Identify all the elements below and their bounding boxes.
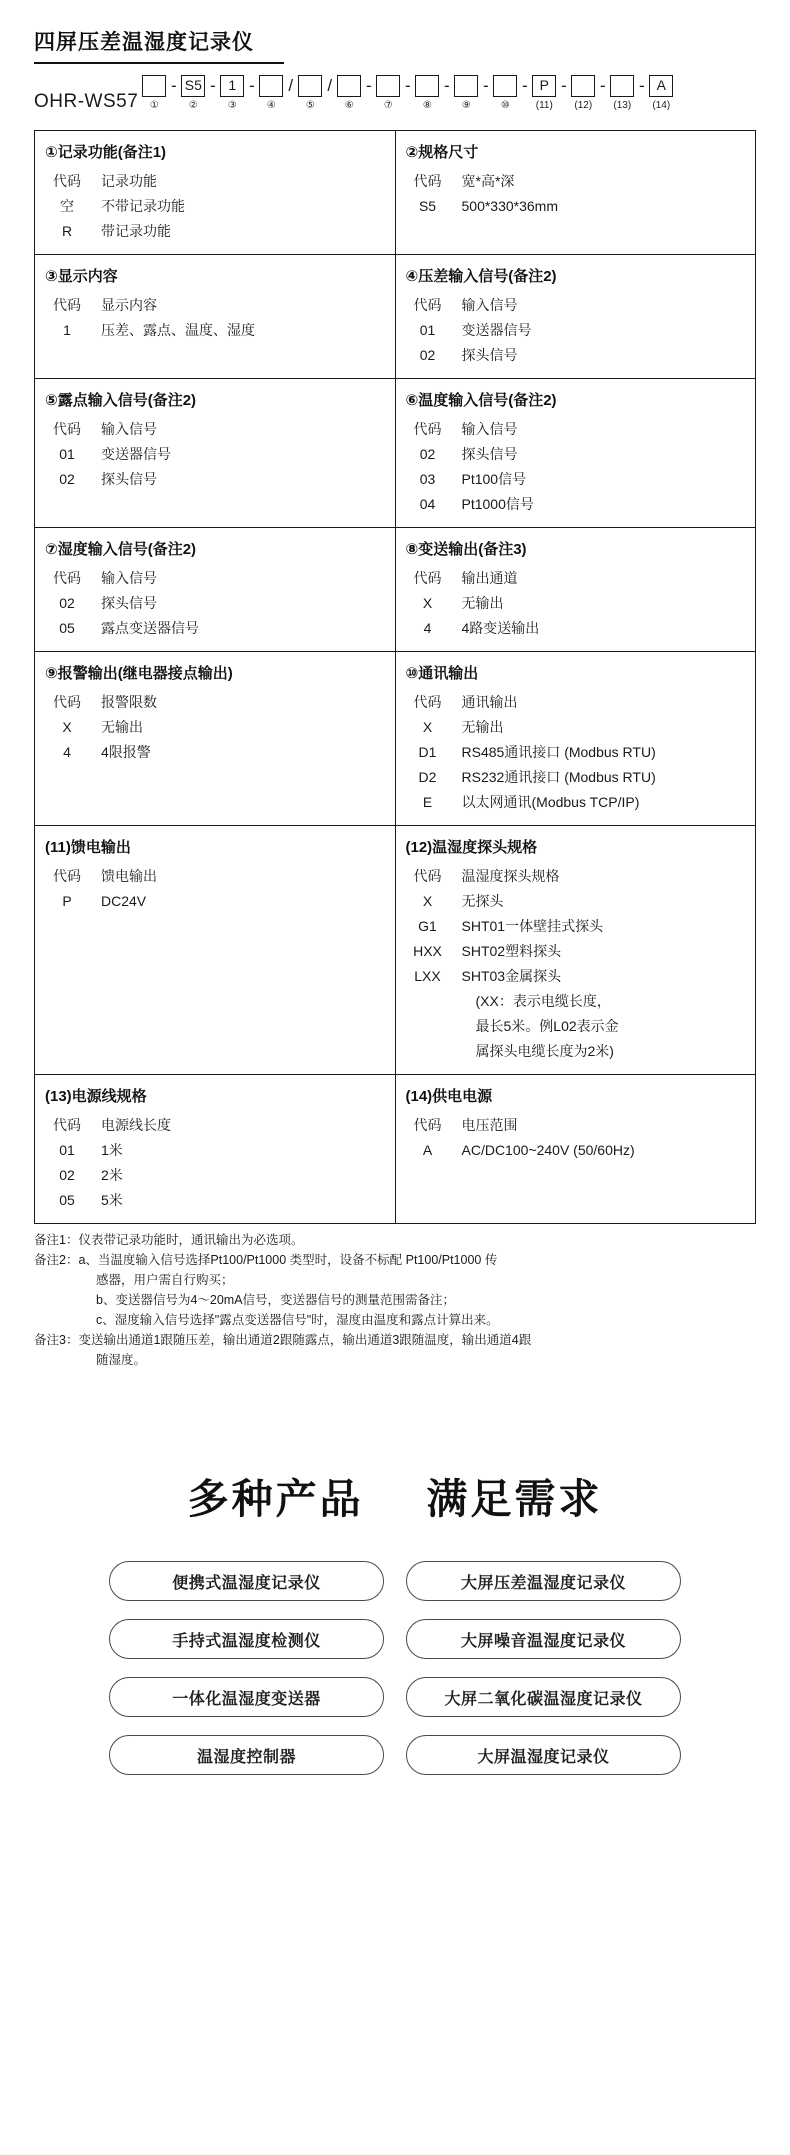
spec-table-row — [35, 379, 756, 528]
code-box-cell — [140, 75, 168, 114]
spec-section-title: ⑤露点输入信号(备注2) — [45, 392, 197, 409]
spec-header-code: 代码 — [53, 421, 81, 437]
bottom-spacer — [0, 1775, 790, 1815]
spec-section-title: ①记录功能(备注1) — [45, 144, 167, 161]
spec-section-title: ③显示内容 — [45, 268, 118, 285]
spec-section — [35, 1075, 395, 1223]
spec-header-code: 代码 — [413, 694, 442, 710]
spec-row — [396, 318, 756, 343]
spec-description: SHT03金属探头 — [461, 968, 562, 984]
spec-description: 压差、露点、温度、湿度 — [101, 322, 255, 338]
product-pill[interactable]: 大屏二氧化碳温湿度记录仪 — [406, 1677, 681, 1717]
spec-column-headers — [396, 293, 756, 318]
spec-table-cell — [35, 379, 396, 528]
model-code-line — [0, 74, 790, 114]
spec-row — [396, 914, 756, 939]
spec-row — [396, 740, 756, 765]
spec-description: 探头信号 — [461, 347, 518, 363]
spec-description: RS232通讯接口 (Modbus RTU) — [461, 769, 656, 785]
code-box — [259, 75, 283, 97]
spec-section — [35, 379, 395, 502]
promo-headline — [0, 1466, 790, 1525]
spec-row — [35, 467, 395, 492]
spec-code: D1 — [418, 744, 437, 760]
spec-section-title: ⑩通讯输出 — [405, 665, 479, 682]
spec-code: 1 — [63, 322, 71, 338]
spec-table-cell — [395, 131, 756, 255]
spec-code: D2 — [418, 769, 437, 785]
spec-table-row — [35, 255, 756, 379]
spec-section-title: ⑦湿度输入信号(备注2) — [45, 541, 197, 558]
code-separator-glyph: - — [248, 76, 255, 95]
spec-section-title: ④压差输入信号(备注2) — [405, 268, 557, 285]
code-separator-glyph: - — [404, 76, 411, 95]
spec-row — [396, 442, 756, 467]
spec-section-title: ⑧变送输出(备注3) — [405, 541, 527, 558]
spec-section — [396, 1075, 756, 1173]
spec-description: 2米 — [101, 1167, 123, 1183]
spec-description: 不带记录功能 — [101, 198, 185, 214]
code-box — [337, 75, 361, 97]
spec-section-title: (12)温湿度探头规格 — [405, 839, 538, 856]
spec-column-headers — [396, 417, 756, 442]
spec-header-code: 代码 — [53, 570, 81, 586]
spec-description: 4限报警 — [101, 744, 151, 760]
spec-header-code: 代码 — [53, 868, 81, 884]
code-separator-glyph: - — [638, 76, 645, 95]
spec-table-cell — [395, 379, 756, 528]
code-box-cell — [608, 75, 636, 114]
spec-section — [396, 652, 756, 825]
code-index-label: (13) — [613, 100, 632, 111]
spec-description: 无输出 — [461, 595, 504, 611]
code-index-label: ⑩ — [500, 100, 510, 111]
spec-section-title: ⑥温度输入信号(备注2) — [405, 392, 557, 409]
product-pill[interactable]: 便携式温湿度记录仪 — [109, 1561, 384, 1601]
spec-description: 露点变送器信号 — [101, 620, 199, 636]
spec-header-code: 代码 — [413, 1117, 442, 1133]
spec-row — [35, 219, 395, 244]
code-box — [376, 75, 400, 97]
spec-row — [396, 939, 756, 964]
code-box-cell — [647, 75, 675, 114]
note-line: 感器，用户需自行购买； — [96, 1273, 234, 1287]
page-title: 四屏压差温湿度记录仪 — [34, 31, 254, 54]
spec-description: 变送器信号 — [101, 446, 171, 462]
spec-code — [396, 1014, 454, 1039]
spec-row — [396, 591, 756, 616]
spec-row — [35, 591, 395, 616]
spec-table-cell — [35, 1075, 396, 1224]
spec-header-desc: 宽*高*深 — [461, 173, 515, 189]
spec-code: 02 — [59, 595, 75, 611]
spec-code: S5 — [418, 198, 437, 214]
code-separator-glyph: / — [288, 76, 294, 95]
spec-description: 5米 — [101, 1192, 123, 1208]
spec-description: 探头信号 — [101, 471, 157, 487]
note-line: b、变送器信号为4～20mA信号，变送器信号的测量范围需备注； — [96, 1293, 456, 1307]
spec-header-desc: 输入信号 — [101, 570, 157, 586]
model-prefix: OHR-WS57 — [34, 91, 139, 112]
spec-code: E — [422, 794, 433, 810]
spec-row — [35, 740, 395, 765]
spec-code: 空 — [60, 198, 74, 214]
spec-code: 4 — [423, 620, 432, 636]
code-index-label: (14) — [652, 100, 671, 111]
spec-table-row — [35, 528, 756, 652]
promo-headline-left: 多种产品 — [187, 1476, 364, 1522]
code-separator — [480, 75, 491, 114]
spec-description: 无输出 — [101, 719, 143, 735]
code-separator — [402, 75, 413, 114]
spec-column-headers — [35, 566, 395, 591]
code-separator — [558, 75, 569, 114]
code-separator-glyph: - — [560, 76, 567, 95]
spec-header-desc: 电源线长度 — [101, 1117, 171, 1133]
spec-description: 4路变送输出 — [461, 620, 540, 636]
spec-section — [35, 652, 395, 775]
spec-header-code: 代码 — [413, 868, 442, 884]
spec-header-desc: 输入信号 — [461, 421, 518, 437]
spec-row — [396, 194, 756, 219]
spec-header-code: 代码 — [413, 297, 442, 313]
spec-header-desc: 馈电输出 — [101, 868, 157, 884]
spec-description: 无输出 — [461, 719, 504, 735]
product-pill[interactable]: 一体化温湿度变送器 — [109, 1677, 384, 1717]
spec-row — [35, 715, 395, 740]
spec-row — [396, 1014, 756, 1039]
code-box-cell — [569, 75, 597, 114]
code-box-cell — [179, 75, 207, 114]
code-index-label: ⑦ — [383, 100, 393, 111]
spec-row — [396, 1039, 756, 1064]
spec-header-desc: 显示内容 — [101, 297, 157, 313]
spec-row — [396, 715, 756, 740]
spec-table-cell — [35, 528, 396, 652]
spec-row — [35, 1138, 395, 1163]
spec-description: 探头信号 — [461, 446, 518, 462]
spec-row — [35, 318, 395, 343]
code-box-cell — [296, 75, 324, 114]
spec-code: 05 — [59, 1192, 75, 1208]
spec-description: 无探头 — [461, 893, 504, 909]
spec-section — [35, 826, 395, 924]
spec-description: SHT02塑料探头 — [461, 943, 562, 959]
spec-section-title: (13)电源线规格 — [45, 1088, 147, 1105]
spec-header-code: 代码 — [413, 421, 442, 437]
spec-header-desc: 报警限数 — [101, 694, 157, 710]
spec-section — [35, 528, 395, 651]
spec-code: 04 — [419, 496, 436, 512]
spec-table-cell — [35, 255, 396, 379]
spec-code: 05 — [59, 620, 75, 636]
spec-table-cell — [395, 528, 756, 652]
code-separator — [636, 75, 647, 114]
title-block — [0, 0, 790, 64]
code-index-label: (11) — [535, 100, 553, 111]
code-index-label: ⑨ — [461, 100, 471, 111]
spec-code: 02 — [59, 471, 75, 487]
note-line: 备注2：a、当温度输入信号选择Pt100/Pt1000 类型时，设备不标配 Pt100/Pt1000 传 — [34, 1253, 498, 1267]
spec-code: P — [62, 893, 72, 909]
spec-header-desc: 电压范围 — [461, 1117, 518, 1133]
code-box: A — [649, 75, 673, 97]
spec-code: 01 — [419, 322, 436, 338]
code-separator-glyph: / — [327, 76, 333, 95]
spec-table-cell — [395, 652, 756, 826]
spec-code: A — [422, 1142, 433, 1158]
spec-code — [396, 1039, 454, 1064]
spec-header-desc: 温湿度探头规格 — [461, 868, 560, 884]
code-box-cell — [257, 75, 285, 114]
code-separator-glyph: - — [365, 76, 372, 95]
spec-description: 500*330*36mm — [461, 198, 559, 214]
spec-row — [396, 1138, 756, 1163]
code-box — [415, 75, 439, 97]
code-separator — [168, 75, 179, 114]
spec-table-cell — [395, 826, 756, 1075]
spec-code: X — [422, 719, 433, 735]
spec-row — [396, 343, 756, 368]
code-separator-glyph: - — [521, 76, 528, 95]
spec-row — [35, 889, 395, 914]
spec-table-row — [35, 1075, 756, 1224]
code-box-cell — [335, 75, 363, 114]
note-line: 备注3：变送输出通道1跟随压差，输出通道2跟随露点，输出通道3跟随温度，输出通道4跟 — [34, 1333, 532, 1347]
spec-row — [396, 989, 756, 1014]
promo-section — [0, 1466, 790, 1775]
promo-headline-right: 满足需求 — [426, 1476, 603, 1522]
code-box — [142, 75, 166, 97]
spec-code: X — [422, 893, 433, 909]
spec-section — [396, 131, 756, 229]
spec-code: G1 — [418, 918, 437, 934]
spec-table-cell — [395, 1075, 756, 1224]
spec-description: 属探头电缆长度为2米) — [475, 1043, 614, 1059]
spec-row — [35, 1163, 395, 1188]
code-separator-glyph: - — [209, 76, 216, 95]
code-box-cell — [413, 75, 441, 114]
code-separator — [285, 75, 296, 114]
spec-column-headers — [396, 690, 756, 715]
spec-table-row — [35, 826, 756, 1075]
spec-code — [396, 989, 454, 1014]
code-separator — [597, 75, 608, 114]
spec-column-headers — [35, 690, 395, 715]
code-separator — [363, 75, 374, 114]
code-box — [610, 75, 634, 97]
code-box — [298, 75, 322, 97]
spec-row — [396, 467, 756, 492]
spec-header-desc: 输入信号 — [101, 421, 157, 437]
product-pill[interactable]: 大屏压差温湿度记录仪 — [406, 1561, 681, 1601]
spec-table-row — [35, 652, 756, 826]
spec-description: AC/DC100~240V (50/60Hz) — [461, 1142, 635, 1158]
code-box-cell — [452, 75, 480, 114]
spec-description: SHT01一体壁挂式探头 — [461, 918, 604, 934]
spec-column-headers — [35, 1113, 395, 1138]
spec-code: HXX — [413, 943, 442, 959]
code-box — [571, 75, 595, 97]
spec-row — [396, 616, 756, 641]
spec-header-desc: 通讯输出 — [461, 694, 518, 710]
spec-description: 最长5米。例L02表示金 — [475, 1018, 619, 1034]
product-pill[interactable]: 手持式温湿度检测仪 — [109, 1619, 384, 1659]
spec-section — [396, 528, 756, 651]
code-box — [493, 75, 517, 97]
code-box: S5 — [181, 75, 205, 97]
spec-column-headers — [35, 864, 395, 889]
spec-row — [396, 889, 756, 914]
spec-header-desc: 输入信号 — [461, 297, 518, 313]
spec-header-code: 代码 — [53, 297, 81, 313]
spec-description: Pt1000信号 — [461, 496, 534, 512]
code-separator — [207, 75, 218, 114]
code-index-label: ⑧ — [422, 100, 432, 111]
spec-section — [396, 826, 756, 1074]
spec-column-headers — [396, 1113, 756, 1138]
spec-description: (XX：表示电缆长度， — [475, 993, 611, 1009]
spec-code: 02 — [419, 347, 436, 363]
spec-code: 01 — [59, 1142, 75, 1158]
spec-header-code: 代码 — [53, 694, 81, 710]
spec-description: 变送器信号 — [461, 322, 532, 338]
spec-header-desc: 输出通道 — [461, 570, 518, 586]
spec-code: X — [62, 719, 72, 735]
code-index-label: ⑤ — [305, 100, 315, 111]
spec-table-cell — [35, 652, 396, 826]
title-underline — [34, 62, 284, 64]
code-index-label: ② — [188, 100, 198, 111]
spec-section — [396, 255, 756, 378]
spec-column-headers — [35, 417, 395, 442]
spec-code: 01 — [59, 446, 75, 462]
spec-section — [35, 255, 395, 353]
spec-column-headers — [396, 566, 756, 591]
note-line: 备注1：仪表带记录功能时，通讯输出为必选项。 — [34, 1233, 304, 1247]
spec-section-title: ②规格尺寸 — [405, 144, 479, 161]
spec-description: DC24V — [101, 893, 147, 909]
note-line: 随湿度。 — [96, 1353, 147, 1367]
product-pill[interactable]: 大屏噪音温湿度记录仪 — [406, 1619, 681, 1659]
spec-row — [35, 1188, 395, 1213]
spec-description: 探头信号 — [101, 595, 157, 611]
spec-row — [396, 765, 756, 790]
spec-section — [396, 379, 756, 527]
code-index-label: (12) — [574, 100, 593, 111]
code-separator-glyph: - — [482, 76, 489, 95]
spec-code: 02 — [419, 446, 436, 462]
code-separator-glyph: - — [170, 76, 177, 95]
spec-description: 1米 — [101, 1142, 123, 1158]
spec-row — [396, 790, 756, 815]
code-separator — [441, 75, 452, 114]
code-index-label: ④ — [266, 100, 276, 111]
note-line: c、湿度输入信号选择"露点变送器信号"时，湿度由温度和露点计算出来。 — [96, 1313, 499, 1327]
spec-header-code: 代码 — [413, 570, 442, 586]
spec-table-row — [35, 131, 756, 255]
spec-row — [396, 964, 756, 989]
code-index-label: ⑥ — [344, 100, 354, 111]
spec-column-headers — [396, 169, 756, 194]
spec-column-headers — [35, 293, 395, 318]
product-pill[interactable]: 大屏温湿度记录仪 — [406, 1735, 681, 1775]
code-box-cell — [218, 75, 246, 114]
code-separator-glyph: - — [599, 76, 606, 95]
spec-header-code: 代码 — [53, 1117, 81, 1133]
spec-table — [34, 130, 756, 1224]
spec-code: 02 — [59, 1167, 75, 1183]
spec-code: R — [61, 223, 73, 239]
spec-table-cell — [35, 131, 396, 255]
spec-row — [35, 194, 395, 219]
product-pill-grid — [0, 1561, 790, 1775]
code-separator — [519, 75, 530, 114]
spec-code: 03 — [419, 471, 436, 487]
spec-table-cell — [35, 826, 396, 1075]
model-code-sequence — [140, 75, 675, 114]
spec-description: 带记录功能 — [101, 223, 171, 239]
code-box-cell — [491, 75, 519, 114]
spec-header-desc: 记录功能 — [101, 173, 157, 189]
code-separator — [324, 75, 335, 114]
code-separator — [246, 75, 257, 114]
code-box: P — [532, 75, 556, 97]
spec-section-title: ⑨报警输出(继电器接点输出) — [45, 665, 233, 682]
spec-code: X — [422, 595, 433, 611]
code-index-label: ① — [149, 100, 159, 111]
spec-header-code: 代码 — [53, 173, 81, 189]
code-box: 1 — [220, 75, 244, 97]
spec-table-cell — [395, 255, 756, 379]
code-box-cell — [530, 75, 558, 114]
spec-description: RS485通讯接口 (Modbus RTU) — [461, 744, 656, 760]
spec-code: LXX — [414, 968, 441, 984]
spec-header-code: 代码 — [413, 173, 442, 189]
spec-row — [35, 442, 395, 467]
spec-section-title: (11)馈电输出 — [45, 839, 131, 856]
spec-section — [35, 131, 395, 254]
spec-description: 以太网通讯(Modbus TCP/IP) — [461, 794, 640, 810]
code-index-label: ③ — [227, 100, 237, 111]
spec-row — [35, 616, 395, 641]
spec-column-headers — [396, 864, 756, 889]
spec-code: 4 — [63, 744, 71, 760]
product-pill[interactable]: 温湿度控制器 — [109, 1735, 384, 1775]
notes-block — [34, 1230, 756, 1370]
spec-section-title: (14)供电电源 — [405, 1088, 493, 1105]
code-separator-glyph: - — [443, 76, 450, 95]
spec-description: Pt100信号 — [461, 471, 527, 487]
spec-column-headers — [35, 169, 395, 194]
spec-row — [396, 492, 756, 517]
code-box-cell — [374, 75, 402, 114]
code-box — [454, 75, 478, 97]
